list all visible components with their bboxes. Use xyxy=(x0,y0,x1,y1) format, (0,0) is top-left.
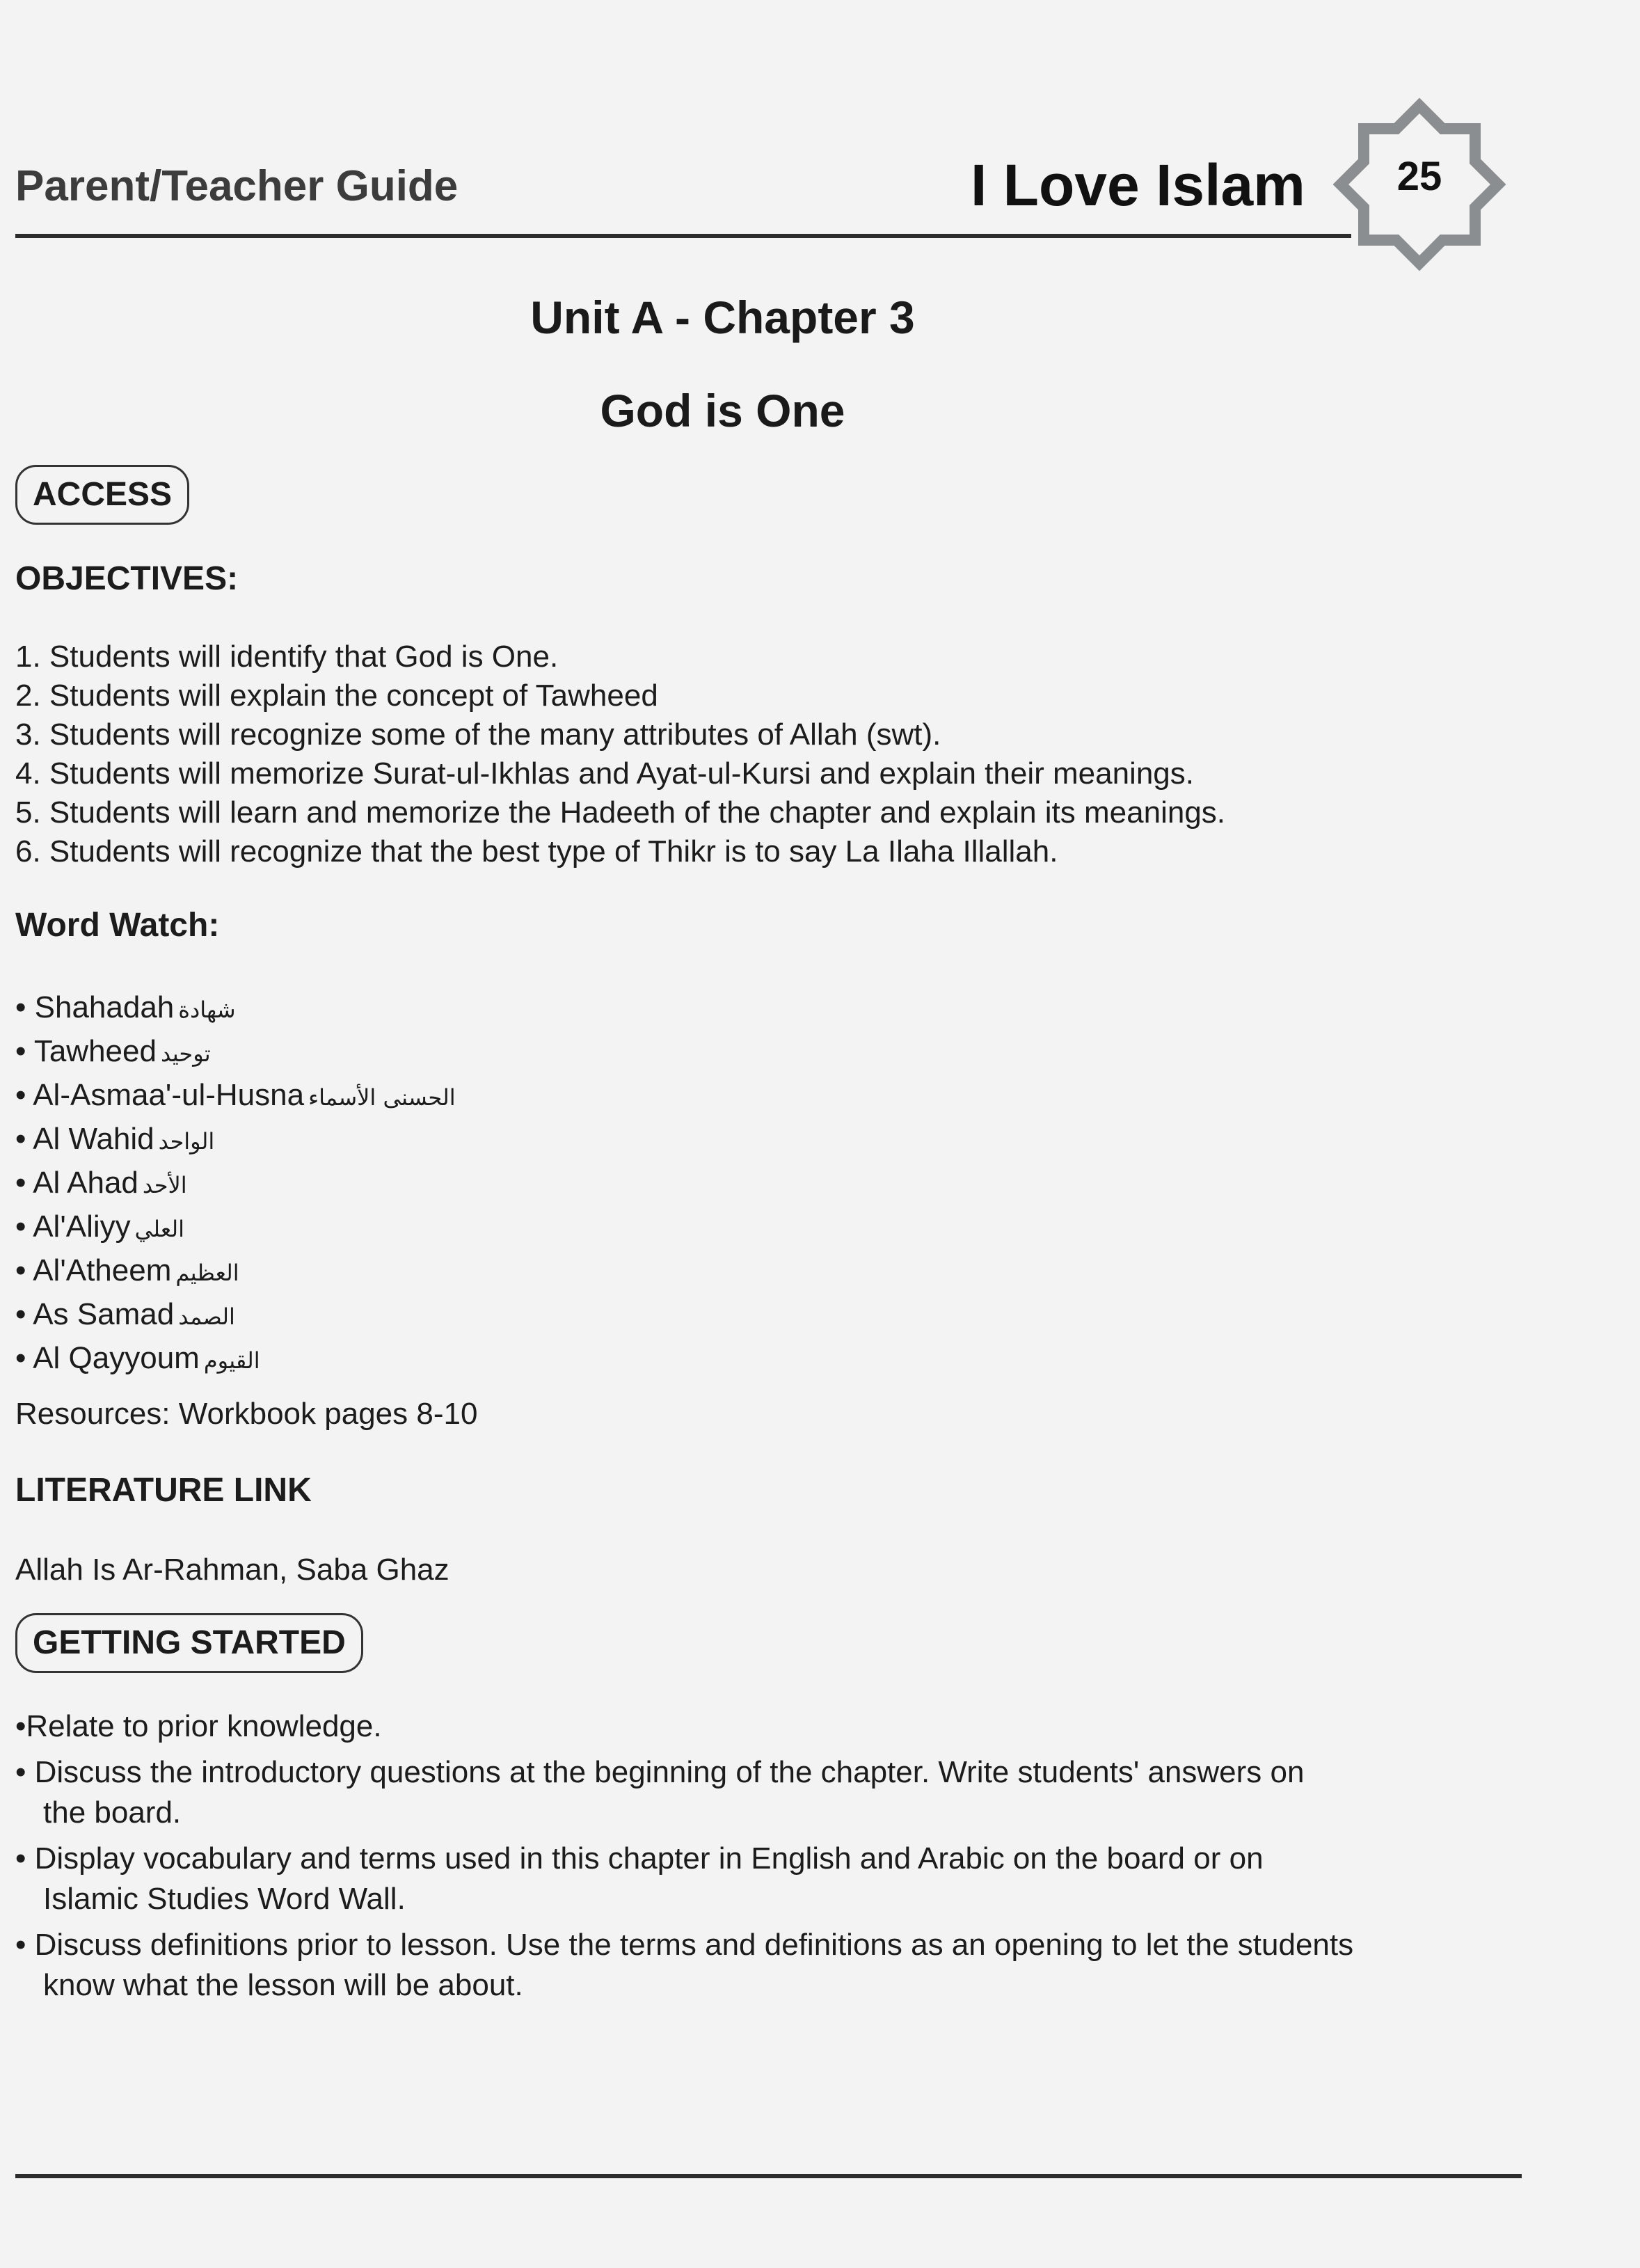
objective-item: 1. Students will identify that God is One. xyxy=(15,640,559,674)
unit-title: Unit A - Chapter 3 xyxy=(530,292,915,343)
list-item: Islamic Studies Word Wall. xyxy=(43,1882,406,1916)
objective-item: 5. Students will learn and memorize the Hadeeth of the chapter and explain its meanings. xyxy=(15,795,1226,830)
chapter-title: God is One xyxy=(600,385,845,436)
word-item: • Tawheed توحيد xyxy=(15,1034,211,1068)
objectives-heading: OBJECTIVES: xyxy=(15,560,239,597)
objective-item: 3. Students will recognize some of the many attributes of Allah (swt). xyxy=(15,717,941,752)
objective-item: 4. Students will memorize Surat-ul-Ikhlas and Ayat-ul-Kursi and explain their meanings. xyxy=(15,756,1194,791)
getting-started-label: GETTING STARTED xyxy=(15,1613,363,1673)
guide-title: Parent/Teacher Guide xyxy=(15,162,459,210)
objective-item: 6. Students will recognize that the best type of Thikr is to say La Ilaha Illallah. xyxy=(15,834,1058,869)
page-number: 25 xyxy=(1396,154,1442,199)
literature-link-text: Allah Is Ar-Rahman, Saba Ghaz xyxy=(15,1553,449,1587)
footer-rule xyxy=(15,2174,1522,2178)
resources-line: Resources: Workbook pages 8-10 xyxy=(15,1397,478,1431)
access-label: ACCESS xyxy=(15,465,189,525)
list-item: the board. xyxy=(43,1795,182,1830)
word-item: • Al Ahad الأحد xyxy=(15,1166,187,1200)
word-item: • As Samad الصمد xyxy=(15,1297,235,1331)
list-item: • Discuss definitions prior to lesson. Use the terms and definitions as an opening to let the students xyxy=(15,1928,1354,1962)
word-item: • Shahadah شهادة xyxy=(15,990,236,1024)
header-rule xyxy=(15,234,1351,238)
word-item: • Al Qayyoum القيوم xyxy=(15,1341,260,1375)
literature-link-heading: LITERATURE LINK xyxy=(15,1472,312,1509)
page-number-badge xyxy=(1325,90,1513,278)
list-item: know what the lesson will be about. xyxy=(43,1968,523,2002)
list-item: •Relate to prior knowledge. xyxy=(15,1709,382,1743)
list-item: • Display vocabulary and terms used in this chapter in English and Arabic on the board or on xyxy=(15,1841,1264,1876)
word-item: • Al'Aliyy العلي xyxy=(15,1210,184,1244)
book-title: I Love Islam xyxy=(971,152,1305,218)
word-item: • Al'Atheem العظيم xyxy=(15,1253,239,1287)
list-item: • Discuss the introductory questions at the beginning of the chapter. Write students' answers on xyxy=(15,1755,1305,1789)
word-item: • Al Wahid الواحد xyxy=(15,1122,215,1156)
objectives-list xyxy=(15,637,1225,871)
getting-started-list xyxy=(15,1706,1407,2011)
word-watch-list xyxy=(15,987,456,1381)
word-watch-heading: Word Watch: xyxy=(15,907,220,944)
objective-item: 2. Students will explain the concept of Tawheed xyxy=(15,679,658,713)
word-item: • Al-Asmaa'-ul-Husna الحسنى الأسماء xyxy=(15,1078,456,1112)
